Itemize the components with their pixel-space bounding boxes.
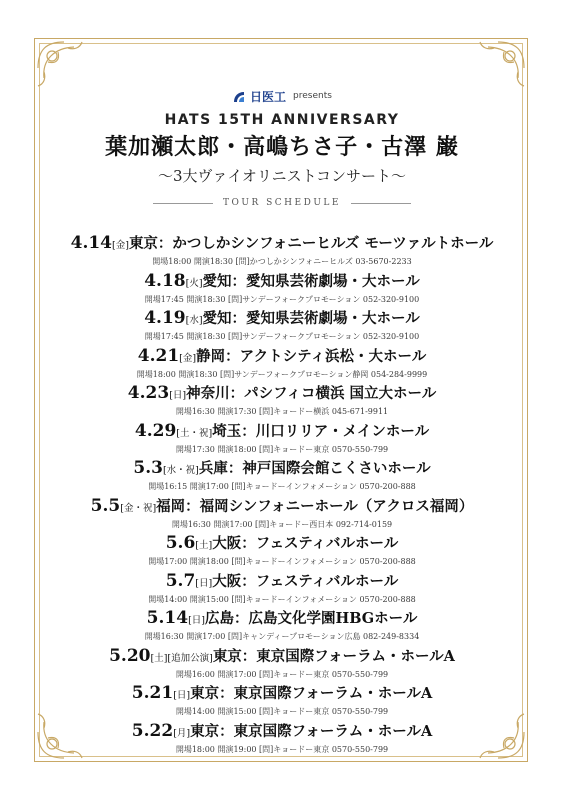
schedule-entry xyxy=(0,646,564,684)
entry-weekday: [日] xyxy=(173,690,191,701)
entry-venue: 愛知：愛知県芸術劇場・大ホール xyxy=(202,310,420,327)
entry-weekday: [月] xyxy=(173,727,191,739)
entry-date: 5.5 xyxy=(90,495,121,516)
tour-schedule-list xyxy=(0,233,564,758)
entry-details: 開場14:00 開演15:00 [問]キョードーインフォメーション 0570-200-888 xyxy=(148,594,416,604)
entry-venue: 福岡：福岡シンフォニーホール（アクロス福岡） xyxy=(156,497,474,515)
entry-main-line xyxy=(0,346,564,369)
entry-venue: 兵庫：神戸国際会館こくさいホール xyxy=(198,460,431,477)
entry-weekday: [日] xyxy=(169,390,187,401)
entry-details: 開場17:30 開演18:00 [問]キョードー東京 0570-550-799 xyxy=(175,444,389,454)
entry-venue: 埼玉：川口リリア・メインホール xyxy=(212,422,430,440)
entry-details: 開場17:45 開演18:30 [問]サンデーフォークプロモーション 052-320-9100 xyxy=(144,294,420,304)
entry-weekday: [土] xyxy=(195,540,213,551)
entry-main-line xyxy=(0,383,564,406)
divider xyxy=(153,203,213,204)
schedule-entry xyxy=(0,458,564,496)
entry-venue: 大阪：フェスティバルホール xyxy=(212,572,399,590)
entry-venue: 大阪：フェスティバルホール xyxy=(212,535,399,552)
entry-details: 開場18:00 開演18:30 [問]かつしかシンフォニーヒルズ 03-5670-2233 xyxy=(152,257,412,266)
entry-weekday: [土・祝] xyxy=(176,427,213,439)
entry-date: 4.21 xyxy=(137,345,180,366)
entry-venue: 愛知：愛知県芸術劇場・大ホール xyxy=(202,272,420,290)
entry-date: 5.7 xyxy=(165,570,196,591)
sponsor-name: 日医工 xyxy=(250,89,287,104)
schedule-entry xyxy=(0,271,564,309)
entry-venue: 東京：東京国際フォーラム・ホールA xyxy=(190,685,433,702)
entry-weekday: [火] xyxy=(185,277,203,289)
entry-details: 開場14:00 開演15:00 [問]キョードー東京 0570-550-799 xyxy=(175,707,389,716)
entry-date: 4.18 xyxy=(144,270,186,291)
entry-date: 5.14 xyxy=(146,608,189,628)
entry-venue: 神奈川：パシフィコ横浜 国立大ホール xyxy=(186,385,437,402)
entry-details: 開場18:00 開演18:30 [問]サンデーフォークプロモーション静岡 054-284-9999 xyxy=(136,369,428,379)
entry-date: 4.29 xyxy=(134,420,177,441)
artists-title: 葉加瀬太郎・高嶋ちさ子・古澤 巌 xyxy=(105,135,459,160)
entry-main-line xyxy=(0,533,564,556)
entry-weekday: [金・祝] xyxy=(120,502,157,514)
schedule-entry xyxy=(0,496,564,534)
entry-weekday: [水] xyxy=(185,315,203,326)
schedule-entry xyxy=(0,683,564,721)
entry-weekday: [日] xyxy=(188,615,205,626)
entry-main-line xyxy=(0,608,564,631)
entry-date: 5.3 xyxy=(133,458,163,478)
entry-main-line xyxy=(0,683,564,706)
schedule-entry xyxy=(0,346,564,384)
schedule-entry xyxy=(0,608,564,646)
entry-weekday: [日] xyxy=(195,577,213,589)
entry-details: 開場16:15 開演17:00 [問]キョードーインフォメーション 0570-200-888 xyxy=(148,482,416,491)
entry-date: 4.14 xyxy=(70,233,113,253)
entry-main-line xyxy=(0,271,564,294)
entry-details: 開場16:30 開演17:00 [問]キョードー西日本 092-714-0159 xyxy=(171,519,393,529)
entry-weekday: [水・祝] xyxy=(162,465,199,476)
sponsor-logo-icon xyxy=(232,89,246,103)
entry-venue: 広島：広島文化学園HBGホール xyxy=(205,610,418,627)
tour-schedule-heading xyxy=(0,198,564,208)
tour-schedule-label: TOUR SCHEDULE xyxy=(223,198,341,208)
anniversary-title: HATS 15TH ANNIVERSARY xyxy=(164,112,400,128)
entry-details: 開場17:00 開演18:00 [問]キョードーインフォメーション 0570-200-888 xyxy=(148,557,416,566)
entry-venue: 東京：かつしかシンフォニーヒルズ モーツァルトホール xyxy=(128,235,494,252)
flyer-header xyxy=(0,86,564,208)
sponsor-line xyxy=(0,86,564,106)
entry-details: 開場17:45 開演18:30 [問]サンデーフォークプロモーション 052-320-9100 xyxy=(144,332,420,341)
entry-date: 5.21 xyxy=(131,683,174,703)
entry-venue: 東京：東京国際フォーラム・ホールA xyxy=(212,647,455,665)
concert-subtitle: 〜3大ヴァイオリニストコンサート〜 xyxy=(157,167,407,185)
entry-details: 開場16:30 開演17:00 [問]キャンディープロモーション広島 082-249-8334 xyxy=(144,632,420,641)
schedule-entry xyxy=(0,721,564,759)
entry-date: 4.23 xyxy=(127,383,170,403)
entry-main-line xyxy=(0,721,564,744)
entry-main-line xyxy=(0,458,564,481)
schedule-entry xyxy=(0,421,564,459)
sponsor-presents: presents xyxy=(293,91,332,101)
entry-main-line xyxy=(0,308,564,331)
entry-main-line xyxy=(0,233,564,256)
divider xyxy=(351,203,411,204)
entry-date: 5.6 xyxy=(165,533,196,553)
entry-details: 開場18:00 開演19:00 [問]キョードー東京 0570-550-799 xyxy=(175,744,389,754)
schedule-entry xyxy=(0,308,564,346)
schedule-entry xyxy=(0,233,564,271)
entry-main-line xyxy=(0,496,564,519)
entry-main-line xyxy=(0,571,564,594)
entry-main-line xyxy=(0,646,564,669)
entry-date: 5.22 xyxy=(131,720,174,741)
entry-date: 5.20 xyxy=(109,645,151,666)
entry-details: 開場16:30 開演17:30 [問]キョードー横浜 045-671-9911 xyxy=(175,407,389,416)
schedule-entry xyxy=(0,571,564,609)
entry-weekday: [金] xyxy=(179,352,197,364)
entry-venue: 東京：東京国際フォーラム・ホールA xyxy=(190,722,433,740)
schedule-entry xyxy=(0,533,564,571)
schedule-entry xyxy=(0,383,564,421)
entry-weekday: [金] xyxy=(112,240,129,251)
entry-venue: 静岡：アクトシティ浜松・大ホール xyxy=(196,347,427,365)
entry-details: 開場16:00 開演17:00 [問]キョードー東京 0570-550-799 xyxy=(175,669,389,679)
entry-weekday: [土][追加公演] xyxy=(150,652,213,664)
entry-main-line xyxy=(0,421,564,444)
entry-date: 4.19 xyxy=(144,308,186,328)
